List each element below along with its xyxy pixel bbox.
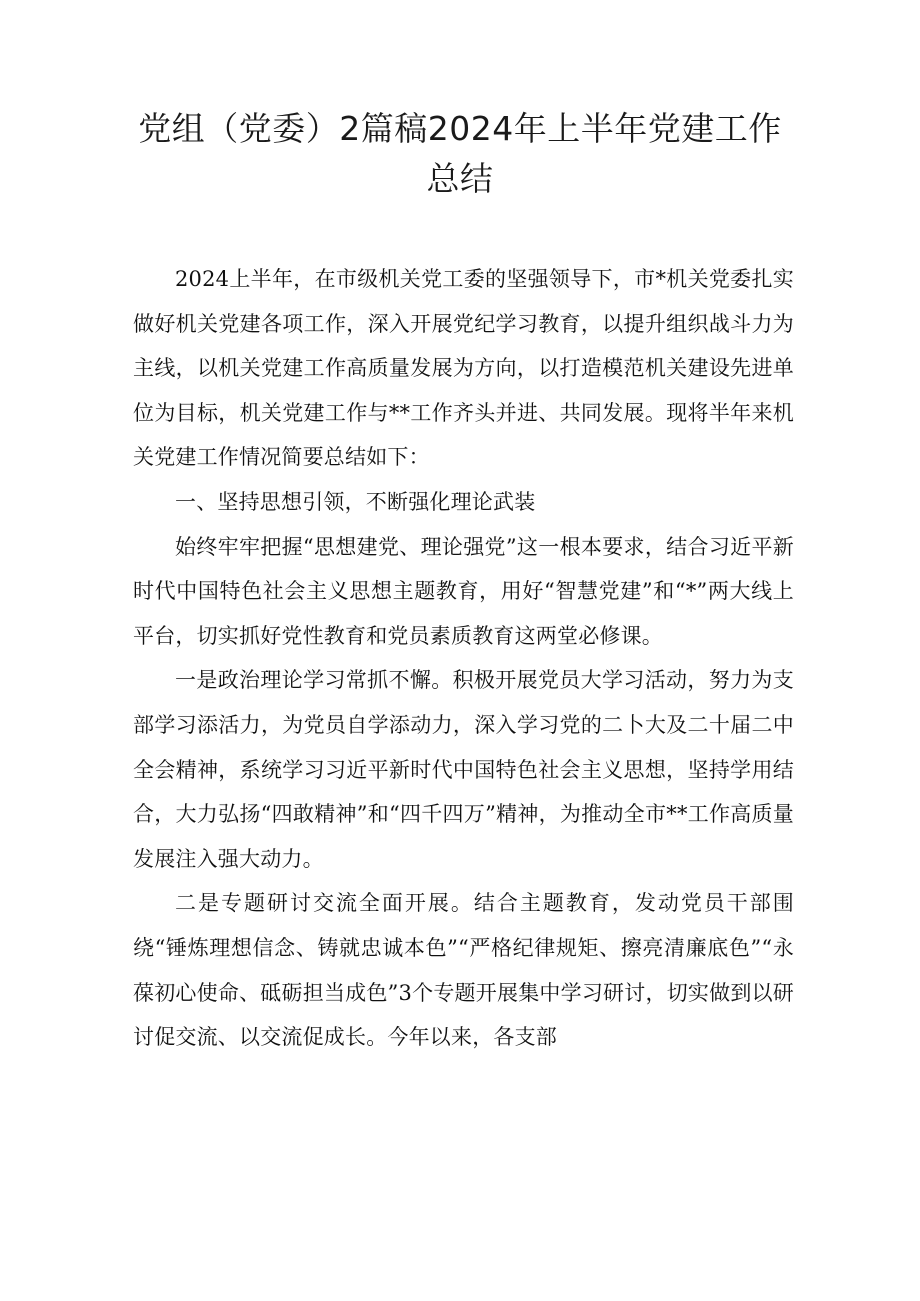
paragraph-section-1: 始终牢牢把握“思想建党、理论强党”这一根本要求，结合习近平新时代中国特色社会主义思想主题教育，用好“智慧党建”和“*”两大线上平台，切实抓好党性教育和党员素质教育这两堂必修课。 — [133, 534, 794, 648]
section-heading-1: 一、坚持思想引领，不断强化理论武装 — [175, 489, 536, 514]
document-title — [120, 104, 800, 204]
title-line-2: 总结 — [426, 159, 494, 198]
paragraph-intro: 2024上半年，在市级机关党工委的坚强领导下，市*机关党委扎实做好机关党建各项工作，深入开展党纪学习教育，以提升组织战斗力为主线，以机关党建工作高质量发展为方向，以打造模范机关建设先进单位为目标，机关党建工作与**工作齐头并进、共同发展。现将半年来机关党建工作情况简要总结如下： — [133, 267, 794, 470]
paragraph-point-2: 二是专题研讨交流全面开展。结合主题教育，发动党员干部围绕“锤炼理想信念、铸就忠诚本色”“严格纪律规矩、擦亮清廉底色”“永葆初心使命、砥砺担当成色”3个专题开展集中学习研讨，切实做到以研讨促交流、以交流促成长。今年以来，各支部 — [133, 891, 794, 1050]
paragraph-point-1: 一是政治理论学习常抓不懈。积极开展党员大学习活动，努力为支部学习添活力，为党员自学添动力，深入学习党的二卜大及二十届二中全会精神，系统学习习近平新时代中国特色社会主义思想，坚持学用结合，大力弘扬“四敢精神”和“四千四万”精神，为推动全市**工作高质量发展注入强大动力。 — [133, 668, 794, 871]
title-line-1: 党组（党委）2篇稿2024年上半年党建工作 — [138, 109, 782, 148]
document-body — [133, 257, 794, 1060]
